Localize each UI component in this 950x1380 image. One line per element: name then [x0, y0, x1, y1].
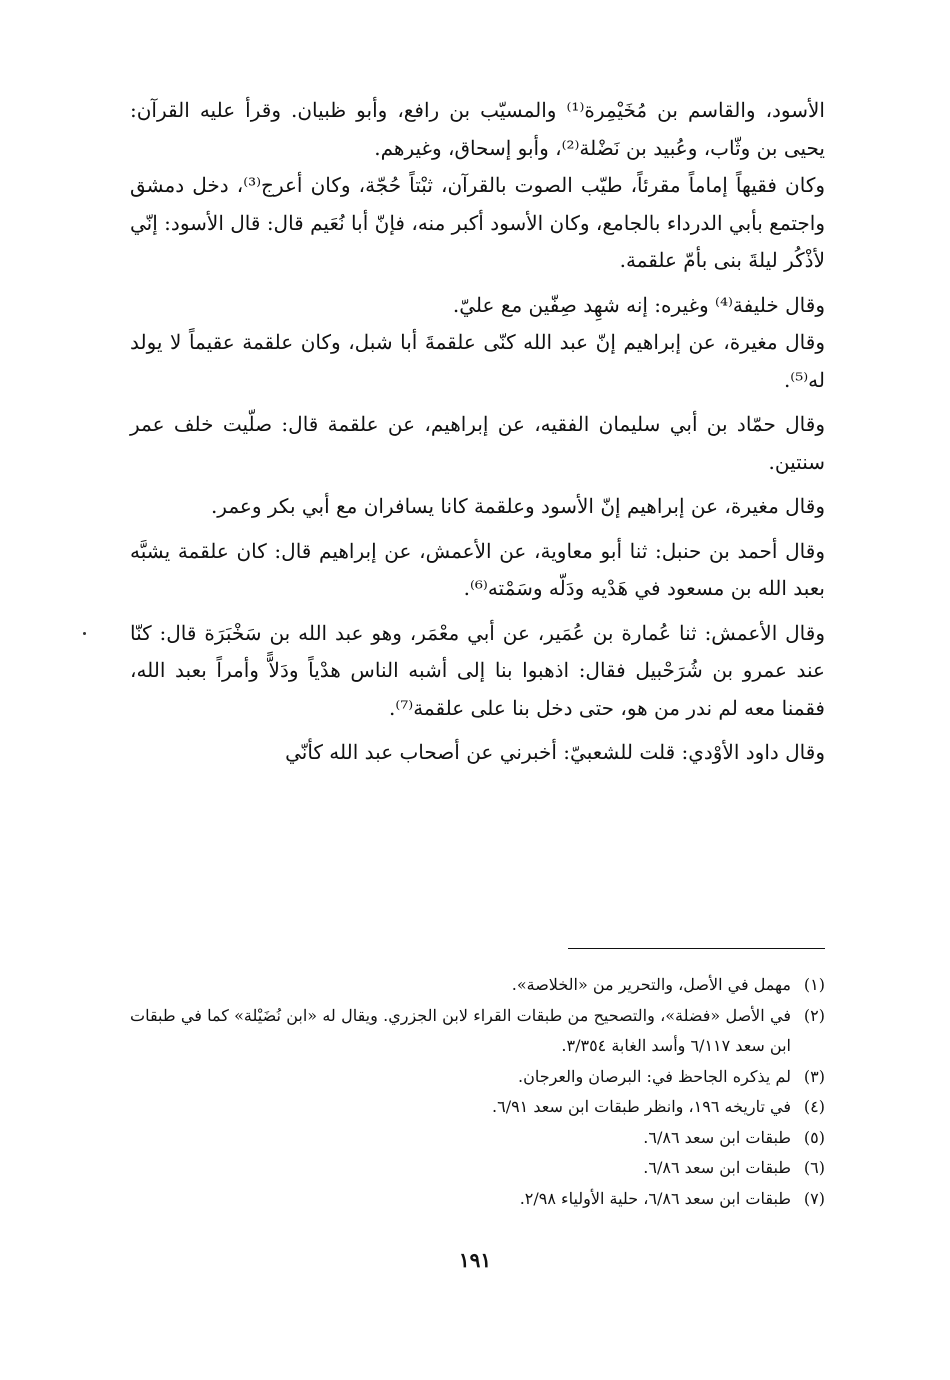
footnote-2	[130, 1001, 825, 1062]
footnote-text: طبقات ابن سعد ٦/٨٦.	[643, 1158, 791, 1177]
footnote-text: لم يذكره الجاحظ في: البرصان والعرجان.	[518, 1066, 791, 1086]
paragraph-8: وقال الأعمش: ثنا عُمارة بن عُمَير، عن أبي معْمَر، وهو عبد الله بن سَخْبَرَة قال: كنّا عند عمرو بن شُرَحْبيل فقال: اذهبوا بنا إلى أشبه الناس هدْياً ودَلاًّ وأمراً بعبد الله، فقمنا معه لم ندر من هو، حتى دخل بنا على علقمة⁽⁷⁾.	[130, 620, 825, 720]
paragraph-1: الأسود، والقاسم بن مُخَيْمِرة⁽¹⁾ والمسيّب بن رافع، وأبو ظبيان. وقرأ عليه القرآن: يحيى بن وثّاب، وعُبيد بن نَضْلة⁽²⁾، وأبو إسحاق، وغيرهم.	[130, 98, 825, 160]
paragraph-2: وكان فقيهاً إماماً مقرئاً، طيّب الصوت بالقرآن، ثبْتاً حُجّة، وكان أعرج⁽³⁾، دخل دمشق واجتمع بأبي الدرداء بالجامع، وكان الأسود أكبر منه، فإنّ أبا نُعَيم قال: قال الأسود: إنّي لأذْكُر ليلةَ بنى بأمّ علقمة.	[130, 173, 825, 272]
footnote-7	[130, 1184, 825, 1215]
footnote-number: (٤)	[803, 1097, 825, 1116]
footnote-3	[130, 1062, 825, 1093]
footnotes	[130, 970, 825, 1214]
footnote-number: (٧)	[803, 1188, 825, 1208]
paragraph-9: وقال داود الأوْدي: قلت للشعبيّ: أخبرني عن أصحاب عبد الله كأنّي	[285, 740, 825, 764]
footnote-1	[130, 970, 825, 1001]
footnote-number: (٥)	[803, 1127, 825, 1147]
footnote-4	[130, 1092, 825, 1123]
stray-dot	[83, 632, 86, 635]
paragraph-5: وقال حمّاد بن أبي سليمان الفقيه، عن إبراهيم، عن علقمة قال: صلّيت خلف عمر سنتين.	[130, 412, 825, 474]
footnote-number: (٣)	[803, 1066, 825, 1086]
paragraph-7: وقال أحمد بن حنبل: ثنا أبو معاوية، عن الأعمش، عن إبراهيم قال: كان علقمة يشبَّه بعبد الله بن مسعود في هَدْيه ودَلّه وسَمْته⁽⁶⁾.	[130, 538, 825, 600]
footnote-text: في الأصل «فضلة»، والتصحيح من طبقات القراء لابن الجزري. ويقال له «ابن نُضَيْلة» كما في طبقات ابن سعد ٦/١١٧ وأسد الغابة ٣/٣٥٤.	[130, 1005, 792, 1055]
paragraph-4: وقال مغيرة، عن إبراهيم إنّ عبد الله كنّى علقمةَ أبا شبل، وكان علقمة عقيماً لا يولد له⁽⁵⁾.	[130, 330, 825, 392]
footnote-number: (٦)	[803, 1158, 825, 1177]
page-number: ١٩١	[458, 1248, 492, 1272]
footnote-text: في تاريخه ١٩٦، وانظر طبقات ابن سعد ٦/٩١.	[492, 1097, 791, 1116]
footnote-text: طبقات ابن سعد ٦/٨٦، حلية الأولياء ٢/٩٨.	[519, 1188, 791, 1208]
footnote-number: (١)	[803, 975, 825, 994]
footnote-5	[130, 1123, 825, 1154]
footnote-number: (٢)	[803, 1005, 825, 1025]
footnote-text: مهمل في الأصل، والتحرير من «الخلاصة».	[511, 975, 791, 994]
footnote-separator	[568, 948, 825, 949]
paragraph-6: وقال مغيرة، عن إبراهيم إنّ الأسود وعلقمة كانا يسافران مع أبي بكر وعمر.	[210, 494, 825, 518]
paragraph-3: وقال خليفة⁽⁴⁾ وغيره: إنه شهِد صِفّين مع عليّ.	[452, 292, 825, 317]
footnote-6	[130, 1153, 825, 1184]
footnote-text: طبقات ابن سعد ٦/٨٦.	[643, 1127, 791, 1147]
main-text	[130, 92, 825, 779]
